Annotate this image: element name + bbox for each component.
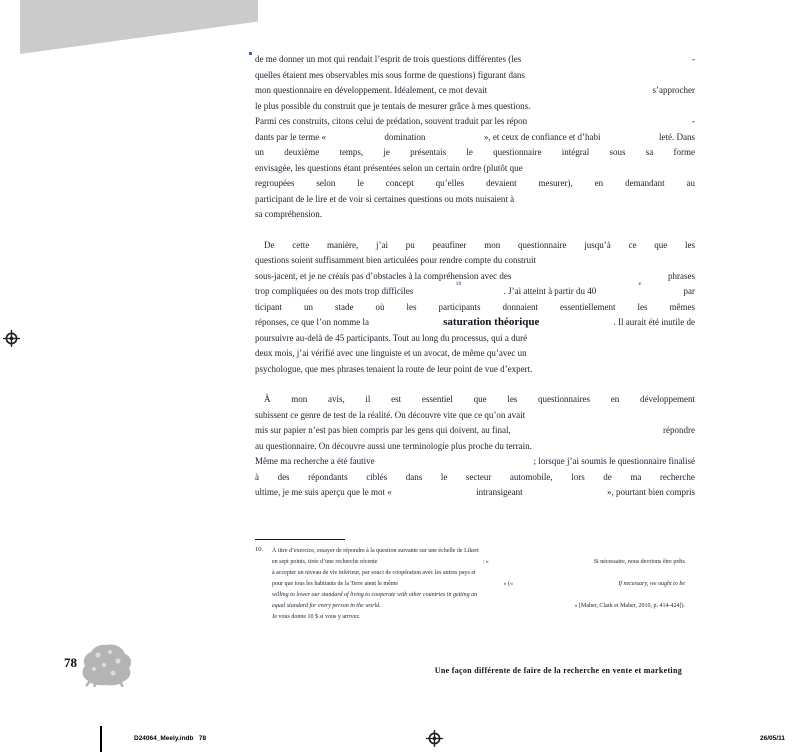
text-segment: réponses, ce que l’on nomme la	[255, 317, 369, 327]
registration-mark-icon	[426, 730, 443, 752]
text-segment: au questionnaire. On découvre aussi une terminologie plus proche du terrain.	[255, 440, 532, 451]
text-segment: il	[365, 394, 371, 404]
text-segment: pour que tous les habitants de la Terre aient le même	[272, 581, 399, 587]
text-segment: ce	[628, 239, 637, 250]
text-segment: . Il aurait été inutile de	[613, 317, 695, 327]
text-segment: e	[638, 281, 642, 287]
text-line	[255, 176, 695, 192]
text-segment: saturation théorique	[443, 316, 540, 328]
text-line	[255, 238, 695, 254]
text-line	[255, 439, 695, 455]
text-line	[272, 590, 685, 601]
text-segment: avis,	[327, 394, 345, 404]
text-line	[255, 145, 695, 161]
text-line	[255, 300, 695, 316]
text-segment: sa	[645, 147, 654, 157]
text-segment: en sept points, tirée d’une recherche récente	[272, 559, 378, 565]
text-segment: subissent ce genre de test de la réalité. On découvre vite que ce qu’on avait	[255, 409, 526, 420]
text-segment: que	[473, 394, 487, 404]
text-line	[255, 52, 695, 68]
slug-date: 26/05/11	[760, 735, 785, 742]
footnote-block	[255, 546, 685, 623]
paragraph	[255, 238, 695, 378]
text-segment: par	[683, 286, 695, 296]
text-segment: un	[304, 301, 313, 312]
text-segment: equal standard for every person in the world.	[272, 603, 381, 609]
text-segment: ciblés	[366, 471, 388, 482]
text-segment: à accepter un niveau de vie inférieur, par souci de coopération avec les autres pays et	[272, 570, 476, 576]
text-segment: questionnaire	[493, 147, 542, 157]
text-line	[272, 601, 685, 612]
text-segment: développement	[639, 394, 695, 404]
text-segment: à	[255, 471, 259, 482]
text-segment: deuxième	[284, 147, 320, 157]
text-segment: de me donner un mot qui rendait l’esprit de trois questions différentes (les	[255, 54, 522, 64]
text-segment: qu’elles	[435, 178, 465, 188]
text-segment: psychologue, que mes phrases tenaient la route de leur point de vue d’expert.	[255, 363, 533, 374]
text-segment: willing to lower our standard of living to cooperate with other countries in getting an	[272, 592, 478, 598]
text-segment: deux mois, j’ai vérifié avec une linguiste et un avocat, de même qu’avec un	[255, 348, 527, 358]
text-segment: mon questionnaire en développement. Idéalement, ce mot devait	[255, 85, 488, 95]
text-segment: le plus possible du construit que je tentais de mesurer grâce à mes questions.	[255, 100, 531, 111]
text-segment: en	[610, 394, 620, 404]
text-segment: mesurer),	[538, 178, 573, 188]
text-segment: 10	[455, 281, 462, 287]
text-line	[255, 315, 695, 331]
text-segment: des	[277, 471, 290, 482]
text-segment: À	[264, 394, 271, 404]
text-segment: : «	[482, 559, 489, 565]
text-segment: secteur	[465, 471, 492, 482]
text-line	[255, 99, 695, 115]
text-segment: dans	[405, 471, 423, 482]
text-segment: phrases	[668, 270, 695, 281]
text-segment: » [Maher, Clark et Maher, 2010, p. 414-424]).	[574, 603, 685, 609]
crop-mark	[100, 726, 102, 752]
text-segment: Si nécessaire, nous devrions être prêts	[593, 559, 685, 565]
text-segment: participant de le lire et de voir si certaines questions ou mots nuisaient à	[255, 193, 515, 204]
text-segment: devaient	[486, 178, 517, 188]
text-line	[255, 392, 695, 408]
text-segment: mis sur papier n’est pas bien compris par les gens qui doivent, au final,	[255, 425, 511, 435]
text-segment: mon	[484, 239, 501, 250]
text-segment: ; lorsque j’ai soumis le questionnaire finalisé	[533, 456, 695, 466]
registration-mark-icon	[3, 330, 20, 352]
text-line	[255, 485, 695, 501]
text-line	[255, 253, 695, 269]
text-segment: le	[466, 147, 473, 157]
text-segment: sa compréhension.	[255, 209, 322, 219]
text-segment: selon	[316, 178, 336, 188]
text-segment: cette	[292, 239, 310, 250]
paragraph	[255, 392, 695, 501]
text-line	[255, 269, 695, 285]
text-segment: pu	[405, 239, 415, 250]
page-number: 78	[64, 655, 77, 670]
text-segment: les	[637, 301, 648, 312]
text-line	[255, 362, 695, 378]
text-segment: intransigeant	[476, 487, 523, 497]
text-segment: », pourtant bien compris	[607, 487, 695, 497]
text-line	[255, 408, 695, 424]
text-segment: que	[654, 239, 668, 250]
text-segment: les	[684, 239, 695, 250]
text-line	[255, 161, 695, 177]
text-line	[272, 568, 685, 579]
text-segment: manière,	[327, 239, 359, 250]
footnote-number: 10.	[255, 546, 264, 553]
slug-filename: D24064_Meely.indb 78	[134, 735, 207, 742]
text-line	[255, 83, 695, 99]
text-segment: concept	[385, 178, 414, 188]
text-segment: questionnaires	[538, 394, 591, 404]
text-segment: demandant	[625, 178, 665, 188]
text-segment: ultime, je me suis aperçu que le mot «	[255, 487, 392, 497]
text-line	[255, 130, 695, 146]
text-line	[255, 346, 695, 362]
text-line	[255, 114, 695, 130]
text-segment: quelles étaient mes observables mis sous forme de questions) figurant dans	[255, 69, 525, 80]
text-segment: À titre d’exercice, essayer de répondre à la question suivante sur une échelle de Likert	[272, 548, 479, 554]
text-segment: temps,	[339, 147, 364, 157]
text-segment: au	[686, 178, 695, 188]
text-segment: répondre	[663, 425, 695, 435]
text-line	[255, 207, 695, 223]
text-segment: s’approcher	[652, 85, 695, 95]
scan-corner-wedge	[20, 0, 258, 54]
running-title: Une façon différente de faire de la recherche en vente et marketing	[434, 666, 682, 675]
text-segment: répondants	[308, 471, 348, 482]
footnote-divider	[255, 539, 345, 540]
text-line	[272, 557, 685, 568]
text-segment: trop compliquées ou des mots trop difficiles	[255, 286, 414, 296]
text-segment: mon	[291, 394, 308, 404]
text-segment: domination	[384, 131, 426, 142]
text-line	[255, 68, 695, 84]
text-line	[272, 579, 685, 590]
text-line	[255, 423, 695, 439]
text-segment: essentiel	[421, 394, 453, 404]
text-segment: regroupées	[255, 178, 295, 188]
text-segment: un	[255, 147, 264, 157]
text-segment: stade	[335, 301, 354, 312]
text-segment: . J’ai atteint à partir du 40	[503, 286, 597, 296]
body-text-block	[255, 52, 695, 501]
text-segment: De	[264, 239, 275, 250]
text-line	[255, 454, 695, 470]
text-segment: leté. Dans	[659, 131, 695, 142]
text-line	[255, 281, 695, 300]
text-segment: peaufiner	[432, 239, 467, 250]
text-segment: -	[692, 116, 695, 126]
text-segment: le	[440, 471, 448, 482]
text-segment: recherche	[659, 471, 695, 482]
text-segment: où	[375, 301, 385, 312]
text-segment: questions soient suffisamment bien articulées pour rendre compte du construit	[255, 255, 537, 265]
text-segment: lors	[571, 471, 585, 482]
text-segment: ticipant	[255, 301, 282, 312]
text-segment: Je vous donne 10 $ si vous y arrivez.	[272, 614, 361, 620]
text-segment: If necessary, we ought to be	[618, 581, 685, 587]
text-segment: », et ceux de confiance et d’habi	[483, 131, 601, 142]
text-segment: participants	[438, 301, 481, 312]
text-segment: sous-jacent, et je ne créais pas d’obstacles à la compréhension avec des	[255, 270, 512, 281]
text-segment: sous	[609, 147, 626, 157]
text-segment: mêmes	[669, 301, 695, 312]
text-segment: poursuivre au-delà de 45 participants. Tout au long du processus, qui a duré	[255, 332, 528, 343]
text-segment: les	[406, 301, 417, 312]
text-segment: est	[391, 394, 402, 404]
frog-illustration	[76, 641, 136, 692]
text-segment: envisagée, les questions étant présentées selon un certain ordre (plutôt que	[255, 162, 523, 173]
text-line	[272, 612, 685, 623]
text-line	[255, 192, 695, 208]
text-segment: en	[594, 178, 604, 188]
text-segment: forme	[673, 147, 695, 157]
text-segment: -	[692, 54, 695, 64]
color-speck-artifact	[249, 52, 252, 55]
text-segment: de	[603, 471, 612, 482]
text-segment: Parmi ces construits, citons celui de prédation, souvent traduit par les répon	[255, 116, 528, 126]
text-segment: intégral	[561, 147, 590, 157]
paragraph	[255, 52, 695, 223]
text-line	[272, 546, 685, 557]
text-segment: Même ma recherche a été fautive	[255, 456, 375, 466]
text-segment: le	[357, 178, 364, 188]
text-segment: j’ai	[375, 239, 388, 250]
text-segment: automobile,	[509, 471, 553, 482]
text-segment: présentais	[410, 147, 447, 157]
text-segment: je	[383, 147, 390, 157]
text-segment: questionnaire	[517, 239, 567, 250]
text-segment: essentiellement	[560, 301, 616, 312]
text-segment: » («	[503, 581, 513, 587]
text-line	[255, 331, 695, 347]
text-segment: dants par le terme «	[255, 131, 326, 142]
text-line	[255, 470, 695, 486]
text-segment: donnaient	[502, 301, 538, 312]
text-segment: ma	[630, 471, 642, 482]
text-segment: jusqu’à	[584, 239, 611, 250]
text-segment: les	[507, 394, 518, 404]
